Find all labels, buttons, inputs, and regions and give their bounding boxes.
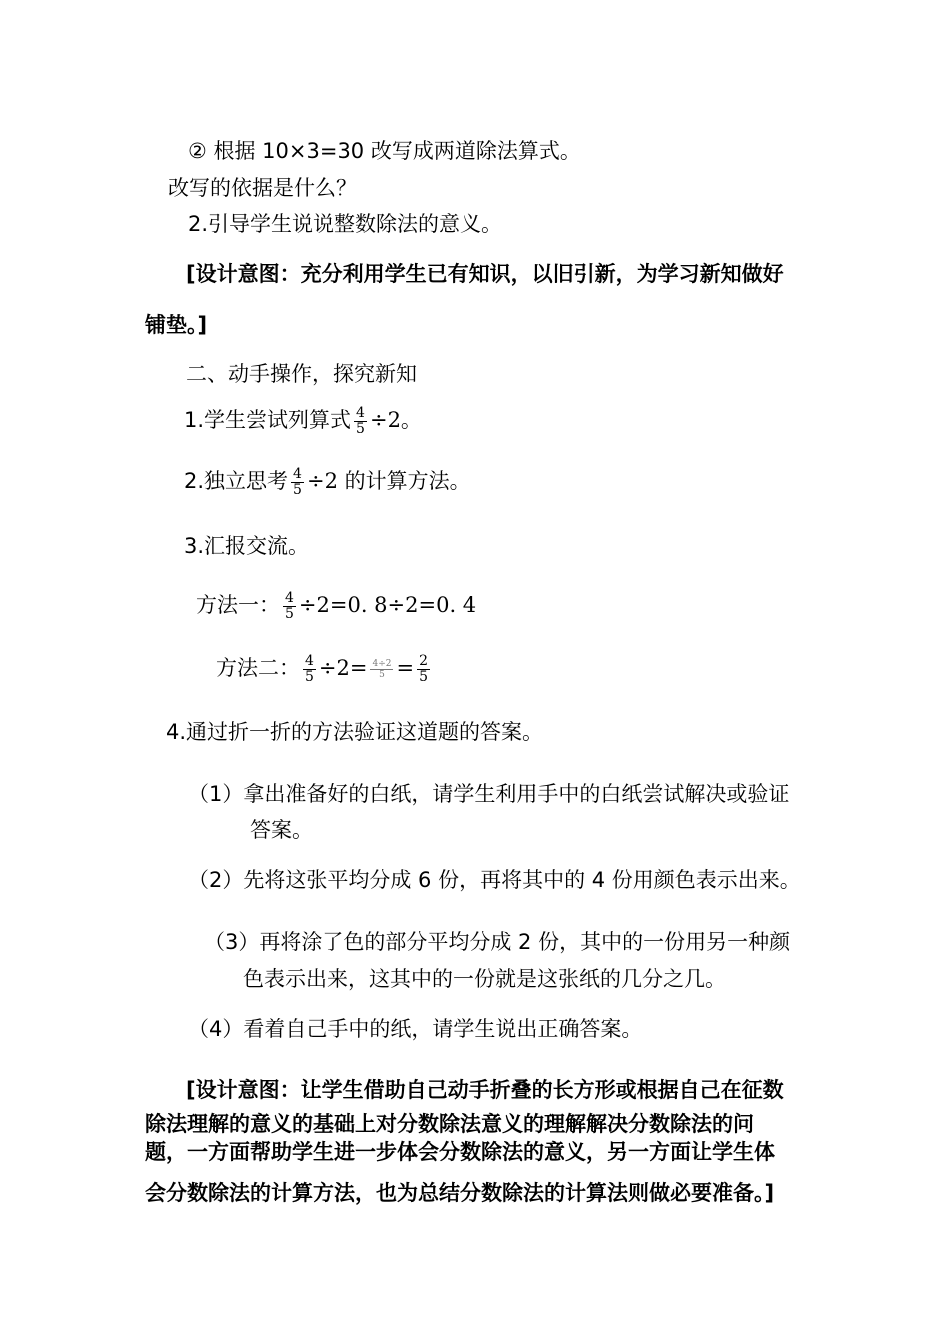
design-intent-1-line2: 铺垫。] — [145, 313, 208, 337]
fraction-four-fifths: $\frac{4}{5}$ — [356, 404, 365, 437]
fraction-four-fifths: $\frac{4}{5}$ — [285, 589, 294, 622]
paragraph-rewrite-basis: 改写的依据是什么？ — [168, 176, 357, 200]
instruction-2: （2）先将这张平均分成 6 份，再将其中的 4 份用颜色表示出来。 — [188, 868, 801, 892]
fraction-four-fifths: $\frac{4}{5}$ — [305, 652, 314, 685]
fraction-four-div-two-over-five: $\frac{4\div 2}{5}$ — [372, 658, 392, 680]
instruction-1-line1: （1）拿出准备好的白纸，请学生利用手中的白纸尝试解决或验证 — [188, 782, 790, 806]
step-4-fold-verify: 4.通过折一折的方法验证这道题的答案。 — [166, 720, 544, 744]
paragraph-integer-division: 2.引导学生说说整数除法的意义。 — [188, 212, 503, 236]
design-intent-2-line1: [设计意图：让学生借助自己动手折叠的长方形或根据自己在征数 — [186, 1078, 784, 1102]
instruction-3-line2: 色表示出来，这其中的一份就是这张纸的几分之几。 — [243, 967, 726, 991]
design-intent-2-line4: 会分数除法的计算方法，也为总结分数除法的计算法则做必要准备。] — [145, 1181, 775, 1205]
design-intent-2-line2: 除法理解的意义的基础上对分数除法意义的理解解决分数除法的问 — [145, 1112, 754, 1136]
method-one-expression: ÷2=0. 8÷2=0. 4 — [298, 593, 477, 617]
design-intent-2-line3: 题，一方面帮助学生进一步体会分数除法的意义，另一方面让学生体 — [145, 1140, 775, 1164]
fraction-four-fifths: $\frac{4}{5}$ — [293, 465, 302, 498]
instruction-3-line1: （3）再将涂了色的部分平均分成 2 份，其中的一份用另一种颜 — [204, 930, 791, 954]
step-1-prefix: 1.学生尝试列算式 — [184, 408, 352, 432]
method-two-divide: ÷2= — [318, 656, 368, 680]
method-two-label: 方法二： — [216, 656, 300, 680]
step-3-report: 3.汇报交流。 — [184, 534, 310, 558]
method-one-label: 方法一： — [196, 593, 280, 617]
instruction-1-line2: 答案。 — [250, 818, 313, 842]
fraction-two-fifths: $\frac{2}{5}$ — [419, 652, 429, 685]
step-2-think — [184, 466, 471, 498]
instruction-4: （4）看着自己手中的纸，请学生说出正确答案。 — [188, 1017, 643, 1041]
design-intent-1-line1: [设计意图：充分利用学生已有知识，以旧引新，为学习新知做好 — [186, 262, 784, 286]
step-2-suffix: ÷2 的计算方法。 — [306, 469, 471, 493]
step-1-suffix: ÷2。 — [369, 408, 422, 432]
paragraph-rewrite-equation: ② 根据 10×3=30 改写成两道除法算式。 — [188, 139, 581, 163]
method-two-equals: = — [396, 656, 415, 680]
method-one — [196, 590, 476, 622]
section-heading-hands-on: 二、动手操作，探究新知 — [186, 362, 417, 386]
step-1-write-expression — [184, 405, 422, 437]
step-2-prefix: 2.独立思考 — [184, 469, 289, 493]
method-two — [216, 653, 433, 685]
